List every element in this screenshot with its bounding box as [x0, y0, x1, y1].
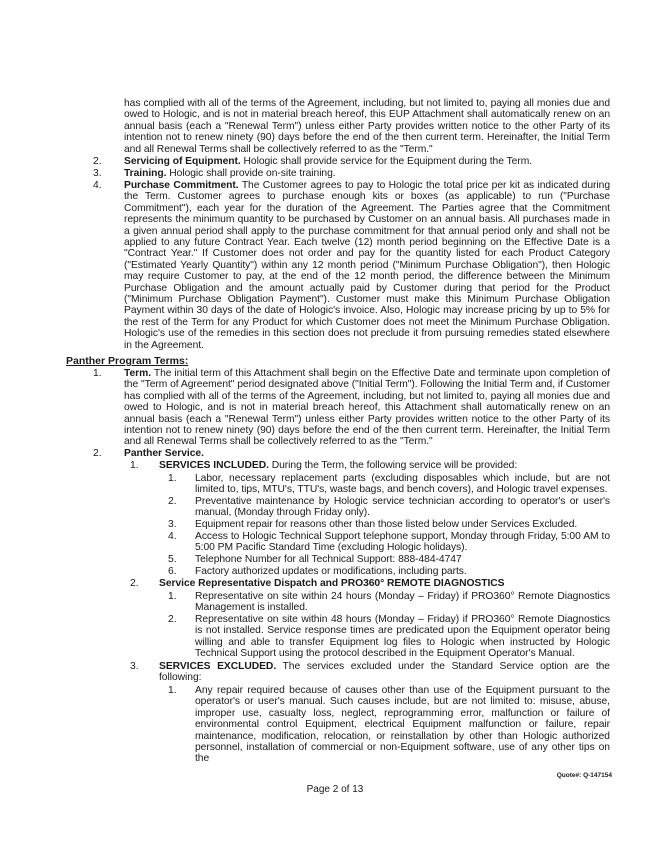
list-number: 3.	[168, 519, 177, 530]
dispatch-heading: Service Representative Dispatch and PRO360° REMOTE DIAGNOSTICS	[159, 578, 505, 589]
item-text: The services excluded under the Standard Service option are the following:	[159, 661, 610, 684]
services-included	[159, 460, 610, 471]
panther-service-heading: Panther Service.	[124, 448, 204, 459]
item-number: 1.	[93, 368, 102, 379]
subitem-number: 3.	[130, 661, 139, 672]
item-lead: Servicing of Equipment.	[124, 156, 241, 167]
item-number: 2.	[93, 156, 102, 167]
list-number: 2.	[168, 614, 177, 625]
quote-number: Quote#: Q-147154	[556, 772, 612, 779]
list-number: 1.	[168, 685, 177, 696]
list-item: Access to Hologic Technical Support telephone support, Monday through Friday, 5:00 AM to 5:00 PM Pacific Standard Time (excluding Hologic holidays).	[195, 531, 610, 554]
item-lead: SERVICES EXCLUDED.	[159, 661, 277, 672]
list-number: 1.	[168, 591, 177, 602]
list-number: 5.	[168, 554, 177, 565]
page-number: Page 2 of 13	[306, 784, 364, 795]
item-lead: Training.	[124, 168, 167, 179]
list-number: 2.	[168, 496, 177, 507]
item-lead: Purchase Commitment.	[124, 180, 239, 191]
list-item: Equipment repair for reasons other than those listed below under Services Excluded.	[195, 519, 578, 530]
item-number: 2.	[93, 448, 102, 459]
item-text: The initial term of this Attachment shall begin on the Effective Date and terminate upon completion of the "Term of Agreement" period designated above ("Initial Term"). Following the Initial Term and, if Customer has complied with all of the terms of the Agreement, including, but not limited to, paying all monies due and owed to Hologic, and is not in material breach hereof, this Attachment shall automatically renew on an annual basis (each a "Renewal Term") unless either Party provides written notice to the other Party of its intention not to renew ninety (90) days before the end of the then current term. Hereinafter, the Initial Term and all Renewal Terms shall be collectively referred to as the "Term."	[124, 368, 610, 448]
list-item: Any repair required because of causes other than use of the Equipment pursuant to the operator's or user's manual. Such causes include, but are not limited to: misuse, abuse, improper use, casualty loss, neglect, reprogramming error, malfunction or failure of environmental control Equipment, electrical Equipment malfunction or failure, repair maintenance, modification, relocation, or reinstallation by other than Hologic authorized personnel, installation of commercial or non-Equipment software, use of any other tips on the	[195, 685, 610, 765]
item-text: Hologic shall provide on-site training.	[166, 168, 336, 179]
training-item	[124, 168, 610, 179]
list-number: 1.	[168, 473, 177, 484]
list-item: Factory authorized updates or modifications, including parts.	[195, 566, 467, 577]
list-item: Representative on site within 24 hours (Monday – Friday) if PRO360° Remote Diagnostics Management is installed.	[195, 591, 610, 614]
panther-term-item	[124, 368, 610, 448]
item-lead: SERVICES INCLUDED.	[159, 460, 269, 471]
item-number: 3.	[93, 168, 102, 179]
item-text: The Customer agrees to pay to Hologic the total price per kit as indicated during the Term. Customer agrees to purchase enough kits or boxes (as applicable) to run ("Purchase Commitment"), each year for the duration of the Agreement. The Parties agree that the Commitment represents the minimum quantity to be purchased by Customer on an annual basis. All purchases made in a given annual period shall apply to the purchase commitment for that annual period only and shall not be applied to any future Contract Year. Each twelve (12) month period beginning on the Effective Date is a "Contract Year." If Customer does not order and pay for the quantity listed for each Product Category ("Estimated Yearly Quantity") within any 12 month period ("Minimum Purchase Obligation"), then Hologic may require Customer to pay, at the end of the 12 month period, the difference between the Minimum Purchase Obligation and the amount actually paid by Customer during that period for the Product ("Minimum Purchase Obligation Payment"). Customer must make this Minimum Purchase Obligation Payment within 30 days of the date of Hologic's invoice. Also, Hologic may increase pricing by up to 5% for the rest of the Term for any Product for which Customer does not meet the Minimum Purchase Obligation. Hologic's use of the remedies in this section does not preclude it from pursuing remedies stated elsewhere in the Agreement.	[124, 180, 611, 351]
item-text: During the Term, the following service will be provided:	[268, 460, 518, 471]
services-excluded	[159, 661, 610, 684]
purchase-commitment-item	[124, 180, 610, 351]
list-number: 6.	[168, 566, 177, 577]
servicing-item	[124, 156, 610, 167]
list-item: Preventative maintenance by Hologic service technician according to operator's or user's manual, (Monday through Friday only).	[195, 496, 610, 519]
list-item: Telephone Number for all Technical Support: 888-484-4747	[195, 554, 462, 565]
item-lead: Term.	[124, 368, 152, 379]
panther-heading: Panther Program Terms:	[66, 355, 189, 367]
list-number: 4.	[168, 531, 177, 542]
item-text: Hologic shall provide service for the Equipment during the Term.	[240, 156, 533, 167]
item-number: 4.	[93, 180, 102, 191]
subitem-number: 1.	[130, 460, 139, 471]
list-item: Representative on site within 48 hours (Monday – Friday) if PRO360° Remote Diagnostics is not installed. Service response times are predicated upon the Equipment operator being willing and able to transfer Equipment log files to Hologic when instructed by Hologic Technical Support using the protocol described in the Equipment Operator's Manual.	[195, 614, 610, 660]
subitem-number: 2.	[130, 578, 139, 589]
renewal-paragraph: has complied with all of the terms of the Agreement, including, but not limited to, paying all monies due and owed to Hologic, and is not in material breach hereof, this EUP Attachment shall automatically renew on an annual basis (each a "Renewal Term") unless either Party provides written notice to the other Party of its intention not to renew ninety (90) days before the end of the then current term. Hereinafter, the Initial Term and all Renewal Terms shall be collectively referred to as the "Term."	[124, 98, 610, 155]
list-item: Labor, necessary replacement parts (excluding disposables which include, but are not limited to, tips, MTU's, TTU's, waste bags, and bench covers), and Hologic travel expenses.	[195, 473, 610, 496]
